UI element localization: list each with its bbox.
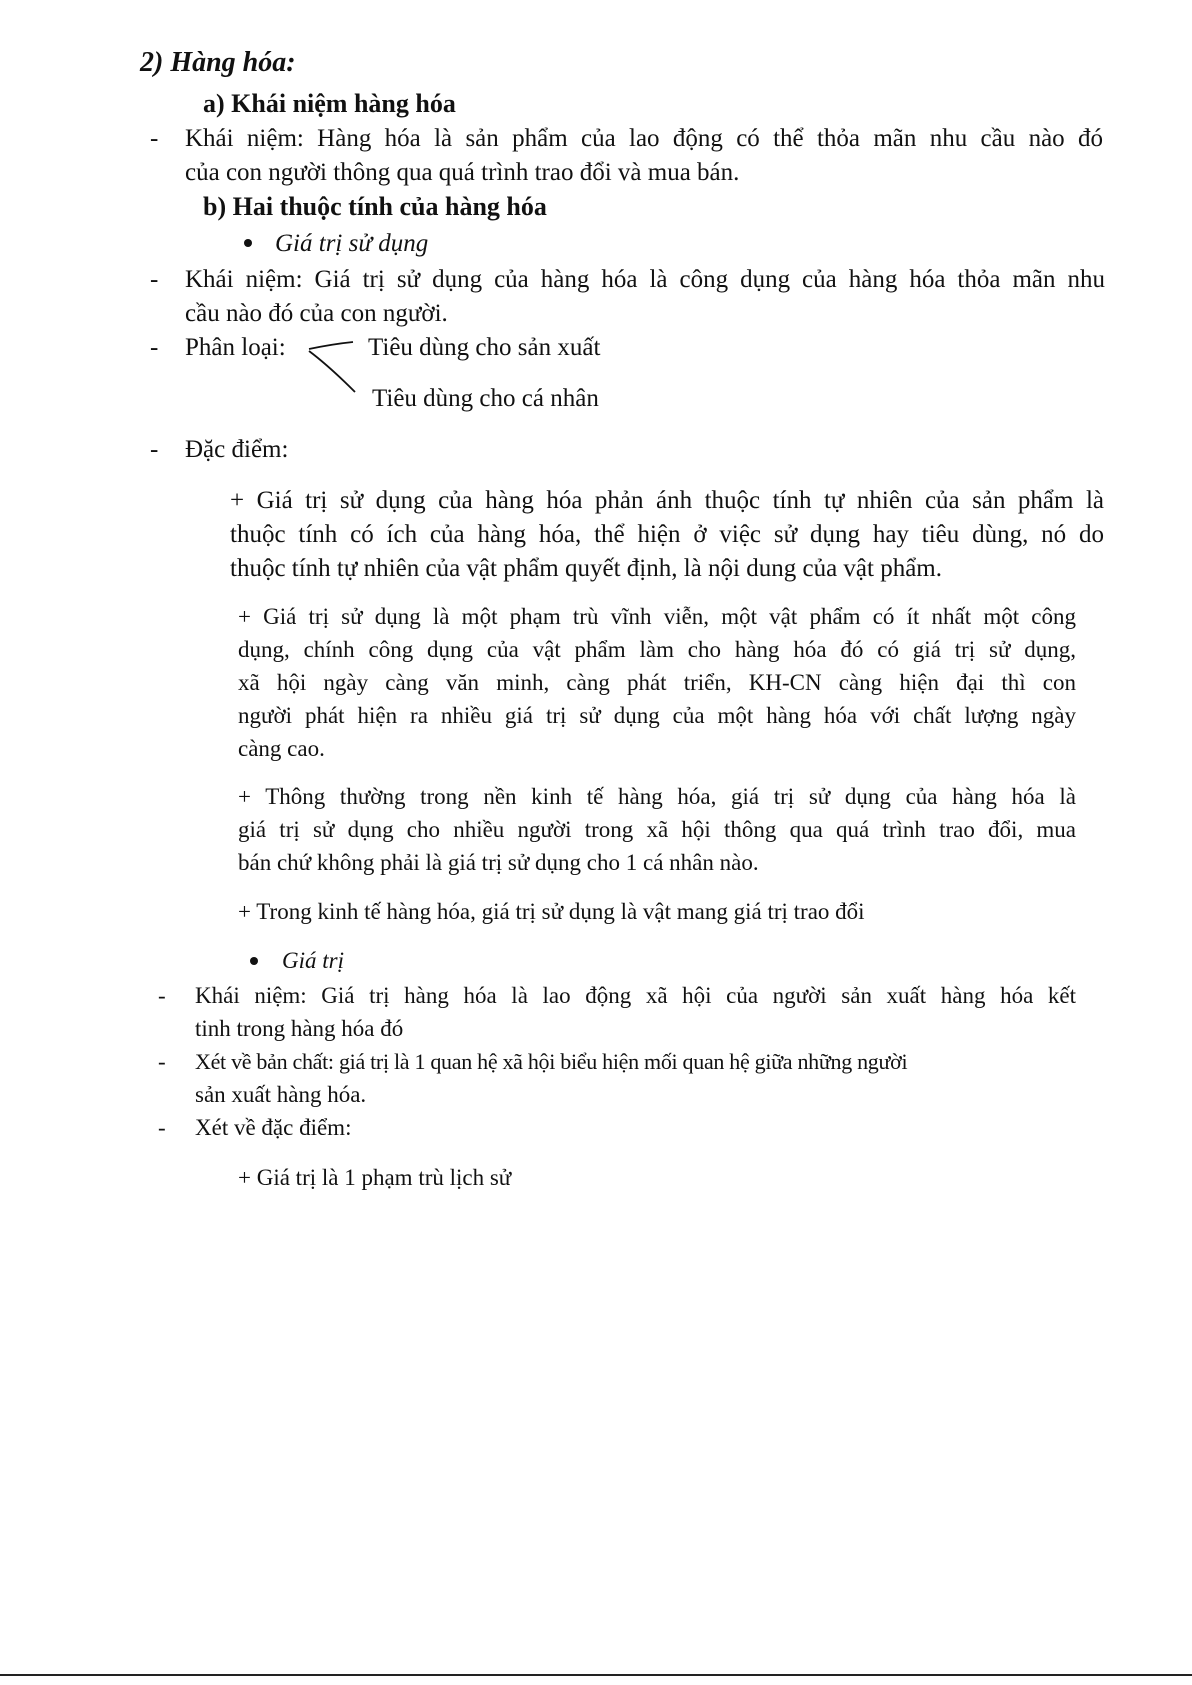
value-concept-line-1: Khái niệm: Giá trị hàng hóa là lao động xã hội của người sản xuất hàng hóa kết [195, 983, 1076, 1008]
use-value-p4: + Trong kinh tế hàng hóa, giá trị sử dụng là vật mang giá trị trao đổi [238, 899, 865, 924]
features-label: Đặc điểm: [185, 436, 289, 463]
use-value-p1-line-2: thuộc tính có ích của hàng hóa, thể hiện ở việc sử dụng hay tiêu dùng, nó do [230, 521, 1104, 548]
section-title: 2) Hàng hóa: [140, 47, 296, 78]
value-features-label: Xét về đặc điểm: [195, 1115, 352, 1140]
use-value-p2-line-4: người phát hiện ra nhiều giá trị sử dụng của một hàng hóa với chất lượng ngày [238, 703, 1076, 728]
classify-label: Phân loại: [185, 334, 286, 361]
dash-marker: - [150, 125, 159, 152]
use-value-concept-line-1: Khái niệm: Giá trị sử dụng của hàng hóa là công dụng của hàng hóa thỏa mãn nhu [185, 266, 1105, 293]
use-value-p2-line-5: càng cao. [238, 736, 325, 761]
use-value-p3-line-2: giá trị sử dụng cho nhiều người trong xã hội thông qua quá trình trao đổi, mua [238, 817, 1076, 842]
dash-marker: - [150, 266, 159, 293]
dash-marker: - [158, 1115, 166, 1140]
value-heading: Giá trị [282, 948, 344, 973]
classify-production: Tiêu dùng cho sản xuất [368, 334, 601, 361]
classify-personal: Tiêu dùng cho cá nhân [372, 385, 599, 412]
use-value-p1-line-3: thuộc tính tự nhiên của vật phẩm quyết định, là nội dung của vật phẩm. [230, 555, 942, 582]
concept-line-1: Khái niệm: Hàng hóa là sản phẩm của lao động có thể thỏa mãn nhu cầu nào đó [185, 125, 1103, 152]
concept-line-2: của con người thông qua quá trình trao đổi và mua bán. [185, 159, 740, 186]
bullet-icon [244, 239, 252, 247]
branch-lines-icon [305, 336, 365, 398]
use-value-heading: Giá trị sử dụng [275, 230, 429, 257]
page-bottom-border [0, 1674, 1192, 1676]
use-value-p2-line-1: + Giá trị sử dụng là một phạm trù vĩnh viễn, một vật phẩm có ít nhất một công [238, 604, 1076, 629]
use-value-p2-line-3: xã hội ngày càng văn minh, càng phát triển, KH-CN càng hiện đại thì con [238, 670, 1076, 695]
use-value-p1-line-1: + Giá trị sử dụng của hàng hóa phản ánh thuộc tính tự nhiên của sản phẩm là [230, 487, 1104, 514]
subheading-a: a) Khái niệm hàng hóa [203, 89, 456, 118]
value-nature-line-1: Xét về bản chất: giá trị là 1 quan hệ xã hội biểu hiện mối quan hệ giữa những người [195, 1049, 908, 1074]
use-value-p3-line-3: bán chứ không phải là giá trị sử dụng cho 1 cá nhân nào. [238, 850, 759, 875]
use-value-p2-line-2: dụng, chính công dụng của vật phẩm làm cho hàng hóa đó có giá trị sử dụng, [238, 637, 1076, 662]
subheading-b: b) Hai thuộc tính của hàng hóa [203, 192, 547, 221]
dash-marker: - [158, 983, 166, 1008]
value-concept-line-2: tinh trong hàng hóa đó [195, 1016, 404, 1041]
bullet-icon [250, 957, 258, 965]
value-p1: + Giá trị là 1 phạm trù lịch sử [238, 1165, 512, 1190]
use-value-concept-line-2: cầu nào đó của con người. [185, 300, 448, 327]
dash-marker: - [150, 436, 159, 463]
dash-marker: - [150, 334, 159, 361]
value-nature-line-2: sản xuất hàng hóa. [195, 1082, 367, 1107]
use-value-p3-line-1: + Thông thường trong nền kinh tế hàng hóa, giá trị sử dụng của hàng hóa là [238, 784, 1076, 809]
dash-marker: - [158, 1049, 166, 1074]
